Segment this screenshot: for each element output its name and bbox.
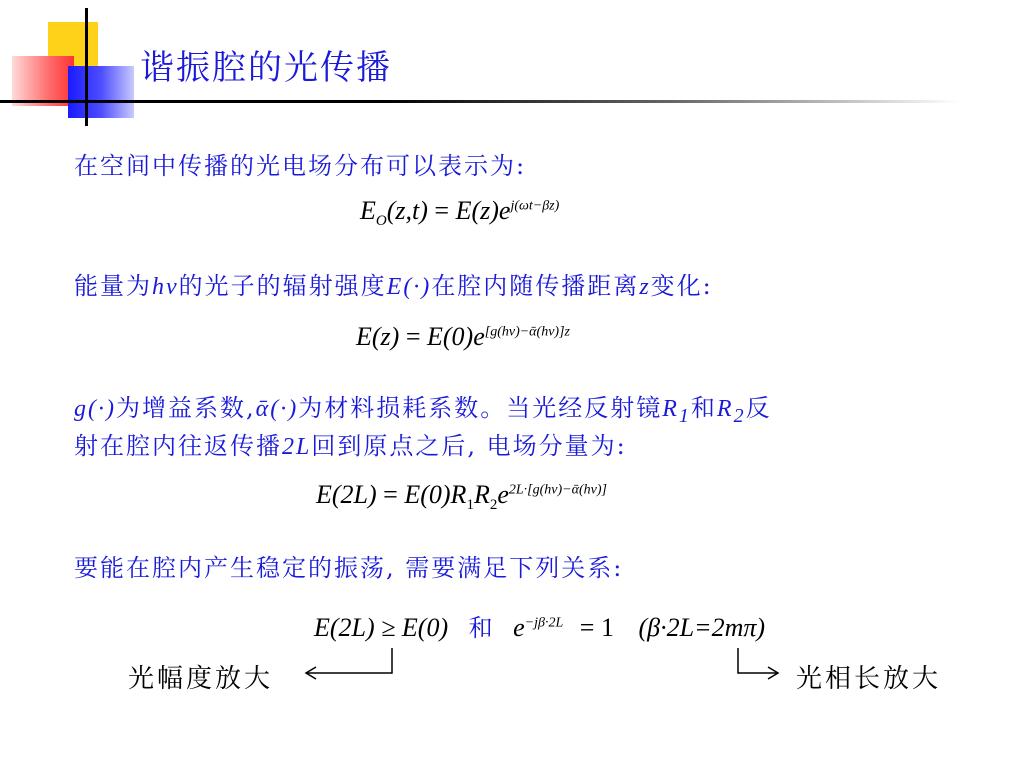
round-trip-text: 射在腔内往返传播2L回到原点之后, 电场分量为:	[74, 432, 627, 460]
intro-text: 在空间中传播的光电场分布可以表示为:	[74, 152, 527, 180]
intensity-text: 能量为hν的光子的辐射强度E(·)在腔内随传播距离z变化:	[74, 272, 713, 300]
formula-oscillation-condition: E(2L) ≥ E(0) 和 $e^{-j\beta\cdot 2L} = 1$ (β·2L=2mπ)	[314, 613, 766, 642]
formula-round-trip: $E(2L) = E(0)R_1R_2e^{2L\cdot[g(h\nu)-ᾱ(h\nu)]}$	[316, 480, 607, 514]
amplitude-gain-label: 光幅度放大	[128, 664, 274, 694]
right-arrow	[738, 648, 778, 679]
slide-title: 谐振腔的光传播	[140, 48, 392, 88]
left-arrow	[306, 648, 392, 679]
formula-intensity: $E(z) = E(0)e^{[g(h\nu)-ᾱ(h\nu)]z}$	[356, 322, 570, 351]
gain-loss-text: g(·)为增益系数,ᾱ(·)为材料损耗系数。当光经反射镜$R_1$和$R_2$反	[74, 394, 772, 427]
phase-gain-label: 光相长放大	[796, 664, 942, 694]
oscillation-condition-text: 要能在腔内产生稳定的振荡, 需要满足下列关系:	[74, 554, 624, 582]
formula-field-distribution: $E_O(z,t) = E(z)e^{j(\omega t-\beta z)}$	[360, 196, 560, 230]
